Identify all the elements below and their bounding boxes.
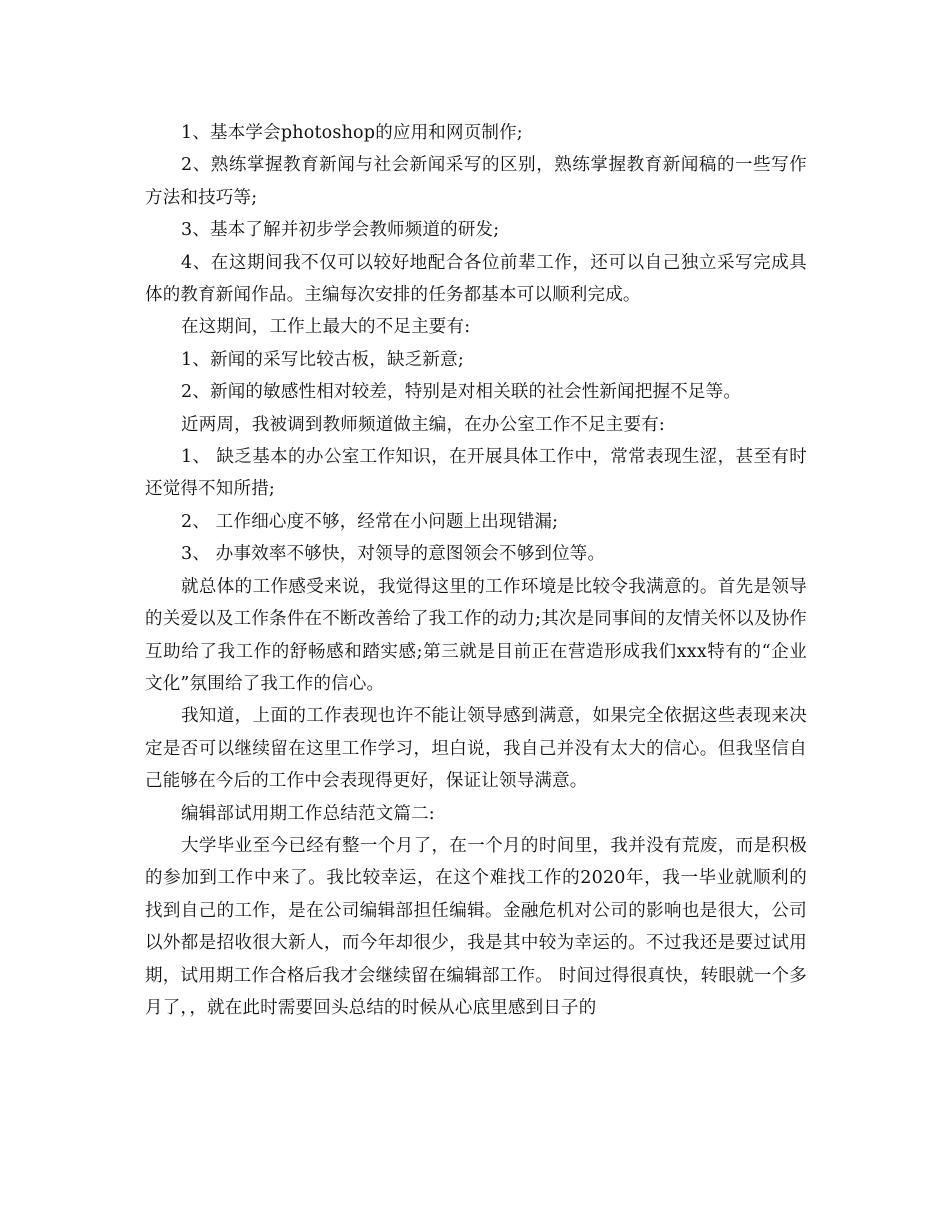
paragraph: 3、 办事效率不够快，对领导的意图领会不够到位等。 <box>181 544 606 565</box>
section-heading: 编辑部试用期工作总结范文篇二: <box>181 803 435 824</box>
document-body <box>145 117 807 1024</box>
paragraph: 4、在这期间我不仅可以较好地配合各位前辈工作，还可以自己独立采写完成具体的教育新闻作品。主编每次安排的任务都基本可以顺利完成。 <box>145 252 807 306</box>
paragraph: 我知道，上面的工作表现也许不能让领导感到满意，如果完全依据这些表现来决定是否可以继续留在这里工作学习，坦白说，我自己并没有太大的信心。但我坚信自己能够在今后的工作中会表现得更好，保证让领导满意。 <box>145 706 807 792</box>
paragraph: 1、新闻的采写比较古板，缺乏新意; <box>181 349 464 370</box>
paragraph: 1、基本学会photoshop的应用和网页制作; <box>181 123 523 143</box>
paragraph: 2、熟练掌握教育新闻与社会新闻采写的区别，熟练掌握教育新闻稿的一些写作方法和技巧等; <box>145 155 807 208</box>
paragraph: 就总体的工作感受来说，我觉得这里的工作环境是比较令我满意的。首先是领导的关爱以及工作条件在不断改善给了我工作的动力;其次是同事间的友情关怀以及协作互助给了我工作的舒畅感和踏实感;第三就是目前正在营造形成我们xxx特有的“企业文化”氛围给了我工作的信心。 <box>145 576 807 694</box>
paragraph: 2、新闻的敏感性相对较差，特别是对相关联的社会性新闻把握不足等。 <box>181 382 742 403</box>
paragraph: 1、 缺乏基本的办公室工作知识，在开展具体工作中，常常表现生涩，甚至有时还觉得不知所措; <box>145 447 807 500</box>
paragraph: 2、 工作细心度不够，经常在小问题上出现错漏; <box>181 511 559 532</box>
paragraph: 大学毕业至今已经有整一个月了，在一个月的时间里，我并没有荒废，而是积极的参加到工作中来了。我比较幸运，在这个难找工作的2020年，我一毕业就顺利的找到自己的工作，是在公司编辑部担任编辑。金融危机对公司的影响也是很大，公司以外都是招收很大新人，而今年却很少，我是其中较为幸运的。不过我还是要过试用期，试用期工作合格后我才会继续留在编辑部工作。 时间过得很真快，转眼就一个多月了，，就在此时需要回头总结的时候从心底里感到日子的 <box>145 835 807 1018</box>
paragraph: 在这期间，工作上最大的不足主要有: <box>181 317 471 338</box>
paragraph: 3、基本了解并初步学会教师频道的研发; <box>181 220 500 241</box>
paragraph: 近两周，我被调到教师频道做主编，在办公室工作不足主要有: <box>181 414 665 435</box>
